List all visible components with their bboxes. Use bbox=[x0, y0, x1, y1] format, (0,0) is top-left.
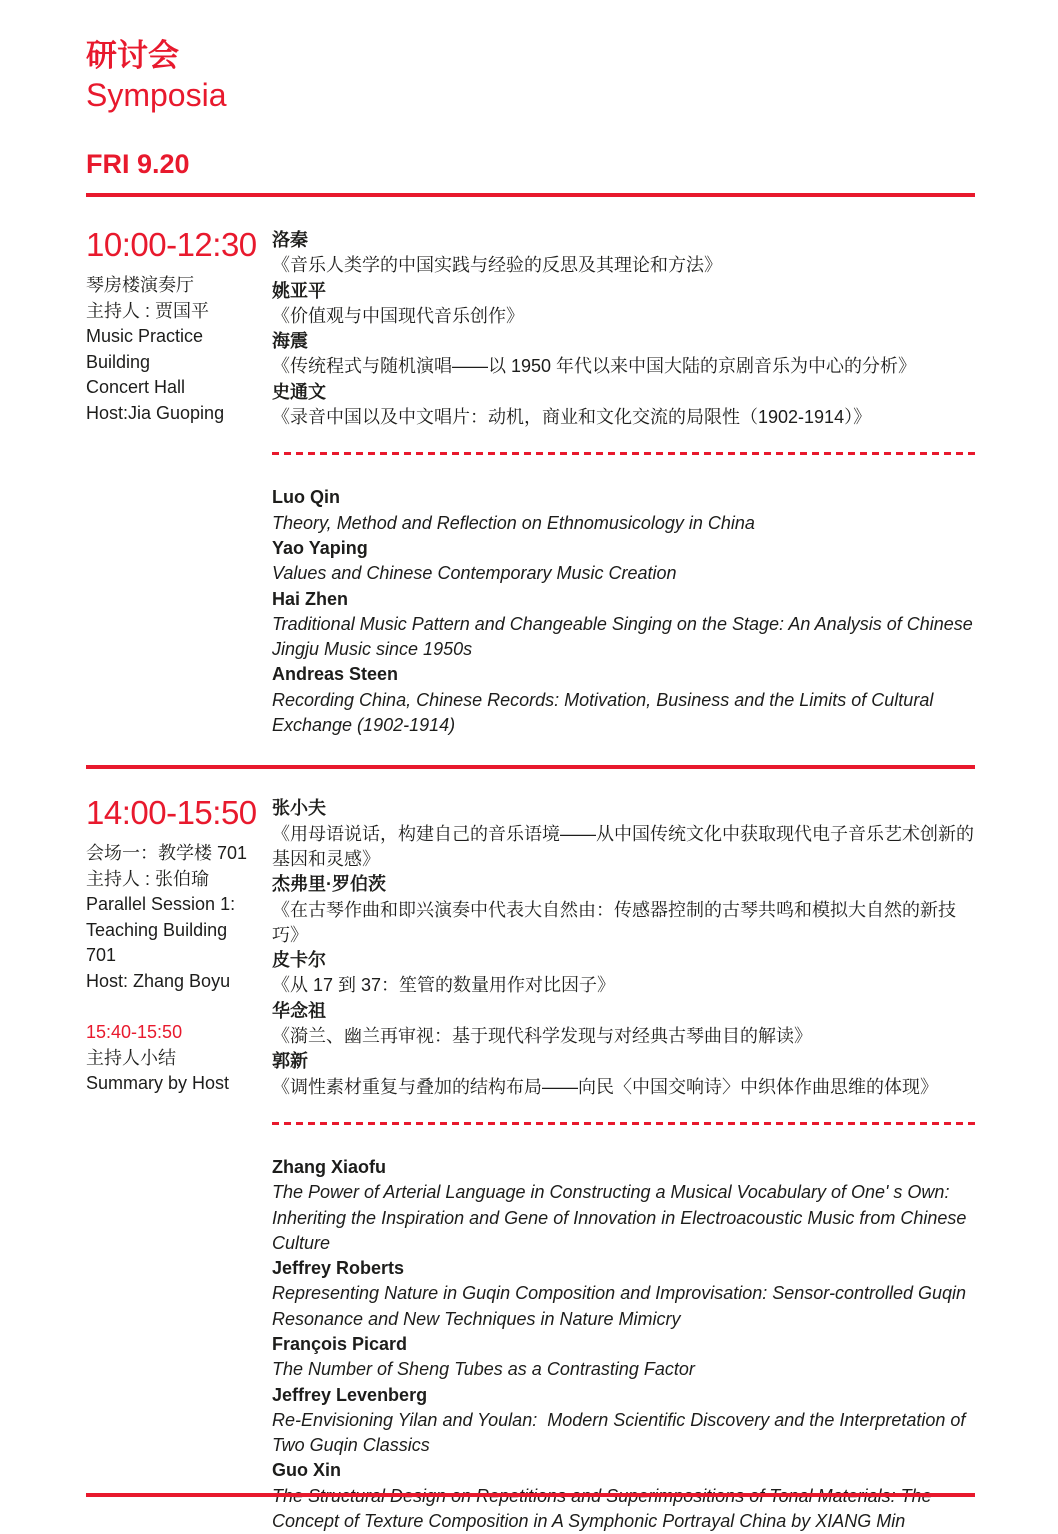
talk-speaker-name: Jeffrey Levenberg bbox=[272, 1384, 428, 1405]
dashed-separator bbox=[272, 1122, 975, 1125]
session-info-line: Host:Jia Guoping bbox=[86, 402, 225, 423]
talk-entry bbox=[272, 1383, 975, 1459]
talk-title: 《价值观与中国现代音乐创作》 bbox=[272, 305, 524, 326]
session-left-column bbox=[86, 225, 272, 738]
talk-entry bbox=[272, 1332, 975, 1383]
talk-title: 《用母语说话，构建自己的音乐语境——从中国传统文化中获取现代电子音乐艺术创新的基因和灵感》 bbox=[272, 823, 974, 869]
talk-entry bbox=[272, 329, 975, 380]
session-info-line: 会场一：教学楼 701 bbox=[86, 843, 248, 864]
session-info-line: Building bbox=[86, 351, 151, 372]
talk-title: Representing Nature in Guqin Composition and Improvisation: Sensor-controlled Guqin Resonance and New Techniques in Nature Mimicry bbox=[272, 1283, 972, 1329]
session-block bbox=[86, 197, 978, 738]
sub-session-line: 主持人小结 bbox=[86, 1047, 176, 1068]
talk-title: 《漪兰、幽兰再审视：基于现代科学发现与对经典古琴曲目的解读》 bbox=[272, 1026, 812, 1047]
session-info-line: 主持人 : 张伯瑜 bbox=[86, 868, 210, 889]
sub-session-time: 15:40-15:50 bbox=[86, 1022, 183, 1043]
session-time: 10:00-12:30 bbox=[86, 226, 257, 263]
talk-title: The Number of Sheng Tubes as a Contrasting Factor bbox=[272, 1359, 695, 1380]
talk-speaker-name: Hai Zhen bbox=[272, 588, 349, 609]
page-title-zh: 研讨会 bbox=[86, 38, 179, 73]
talk-entry bbox=[272, 485, 975, 536]
talk-speaker-name: 海震 bbox=[272, 331, 308, 352]
talk-title: The Power of Arterial Language in Constructing a Musical Vocabulary of One' s Own: Inheriting the Inspiration and Gene of Innovation in Electroacoustic Music from Chinese Culture bbox=[272, 1182, 972, 1253]
session-info-line: 琴房楼演奏厅 bbox=[86, 275, 194, 295]
talk-title: Recording China, Chinese Records: Motivation, Business and the Limits of Cultural Exchange (1902-1914) bbox=[272, 689, 939, 736]
talk-entry bbox=[272, 228, 975, 279]
talk-title: Traditional Music Pattern and Changeable Singing on the Stage: An Analysis of Chinese Jingju Music since 1950s bbox=[272, 613, 978, 660]
talk-speaker-name: 郭新 bbox=[272, 1051, 308, 1072]
talk-speaker-name: 皮卡尔 bbox=[272, 950, 326, 971]
talk-speaker-name: 史通文 bbox=[272, 381, 326, 402]
talk-entry bbox=[272, 1049, 975, 1100]
bottom-rule bbox=[86, 1493, 975, 1497]
talk-title: Values and Chinese Contemporary Music Creation bbox=[272, 563, 677, 584]
talks-chinese bbox=[272, 796, 975, 1100]
session-info-line: Concert Hall bbox=[86, 377, 186, 397]
talk-entry bbox=[272, 380, 975, 431]
session-info-line: Parallel Session 1: bbox=[86, 894, 236, 915]
session-block bbox=[86, 765, 975, 1534]
talks-english bbox=[272, 485, 978, 738]
talks-english bbox=[272, 1155, 975, 1534]
talk-speaker-name: François Picard bbox=[272, 1333, 408, 1354]
talk-speaker-name: Zhang Xiaofu bbox=[272, 1156, 386, 1177]
talk-speaker-name: Andreas Steen bbox=[272, 664, 399, 685]
session-info bbox=[86, 273, 262, 426]
session-info-line: Host: Zhang Boyu bbox=[86, 970, 231, 991]
talk-title: Concept of Texture Composition in A Symphonic Portrayal China by XIANG Min bbox=[272, 1511, 906, 1532]
talk-entry bbox=[272, 536, 975, 587]
talk-title: Theory, Method and Reflection on Ethnomusicology in China bbox=[272, 512, 755, 533]
talk-entry bbox=[272, 999, 975, 1050]
talk-speaker-name: 张小夫 bbox=[272, 798, 326, 819]
talk-speaker-name: 姚亚平 bbox=[272, 280, 326, 301]
dashed-separator bbox=[272, 452, 975, 455]
talk-title: 《从 17 到 37：笙管的数量用作对比因子》 bbox=[272, 975, 616, 996]
talk-speaker-name: Guo Xin bbox=[272, 1460, 341, 1481]
session-info-line: 主持人 : 贾国平 bbox=[86, 300, 210, 321]
session-info-line: Teaching Building bbox=[86, 919, 228, 940]
talk-speaker-name: Yao Yaping bbox=[272, 537, 368, 558]
sub-session-lines bbox=[86, 1046, 262, 1097]
talk-entry bbox=[272, 796, 975, 872]
session-info-line: Music Practice bbox=[86, 326, 204, 346]
sub-session-line: Summary by Host bbox=[86, 1073, 230, 1094]
session-list bbox=[86, 197, 978, 1534]
talk-entry bbox=[272, 279, 975, 330]
talk-title: 《录音中国以及中文唱片：动机，商业和文化交流的局限性（1902-1914）》 bbox=[272, 407, 872, 428]
talk-entry bbox=[272, 872, 975, 948]
talk-speaker-name: 杰弗里·罗伯茨 bbox=[272, 874, 386, 895]
talk-entry bbox=[272, 948, 975, 999]
talk-title: Re-Envisioning Yilan and Youlan: Modern Scientific Discovery and the Interpretation of Two Guqin Classics bbox=[272, 1409, 971, 1456]
talk-entry bbox=[272, 1155, 975, 1256]
talk-speaker-name: Jeffrey Roberts bbox=[272, 1258, 405, 1279]
session-left-column bbox=[86, 793, 272, 1534]
talk-title: 《在古琴作曲和即兴演奏中代表大自然由：传感器控制的古琴共鸣和模拟大自然的新技巧》 bbox=[272, 899, 956, 945]
talk-speaker-name: Luo Qin bbox=[272, 487, 340, 508]
date-label: FRI 9.20 bbox=[86, 149, 190, 179]
talk-entry bbox=[272, 1256, 975, 1332]
talk-speaker-name: 华念祖 bbox=[272, 1000, 326, 1021]
session-time: 14:00-15:50 bbox=[86, 794, 257, 832]
talk-title: 《传统程式与随机演唱——以 1950 年代以来中国大陆的京剧音乐为中心的分析》 bbox=[272, 356, 917, 377]
talk-title: 《调性素材重复与叠加的结构布局——向民〈中国交响诗〉中织体作曲思维的体现》 bbox=[272, 1076, 938, 1097]
page-title-en: Symposia bbox=[86, 77, 227, 113]
talks-chinese bbox=[272, 228, 975, 430]
session-right-column bbox=[272, 793, 975, 1534]
session-sub-block bbox=[86, 1020, 262, 1097]
talk-entry bbox=[272, 662, 975, 738]
session-right-column bbox=[272, 225, 978, 738]
session-info bbox=[86, 841, 262, 994]
talk-title: 《音乐人类学的中国实践与经验的反思及其理论和方法》 bbox=[272, 255, 722, 276]
talk-speaker-name: 洛秦 bbox=[272, 230, 308, 250]
session-info-line: 701 bbox=[86, 945, 117, 966]
talk-entry bbox=[272, 587, 978, 663]
